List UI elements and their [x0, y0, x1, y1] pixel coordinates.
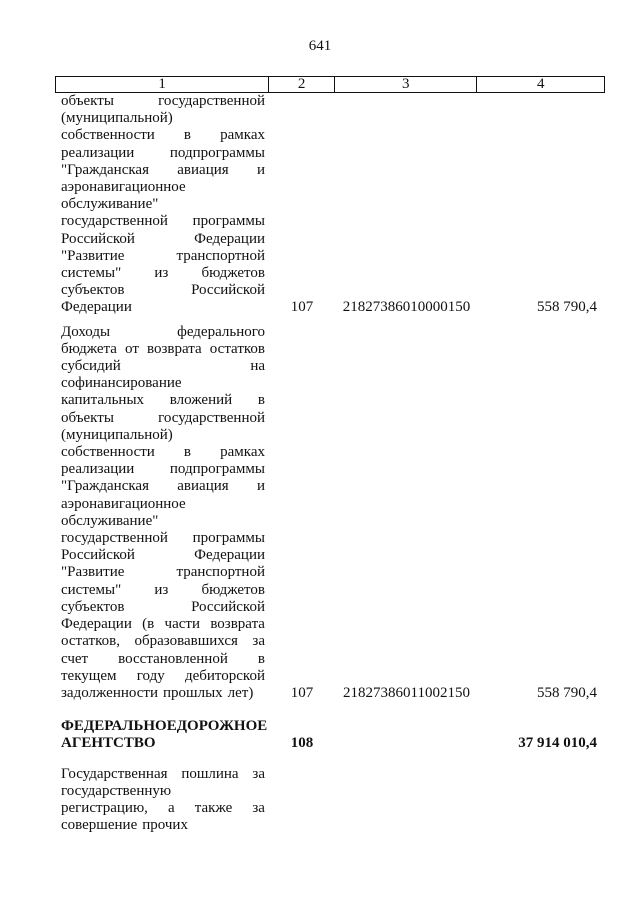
- description-line: "Развитие транспортной: [61, 247, 265, 264]
- description-line: обслуживание": [61, 196, 159, 213]
- column-header-4: 4: [536, 76, 545, 92]
- description-line: Доходы федерального: [61, 323, 265, 340]
- description-line: реализации подпрограммы: [61, 144, 265, 161]
- description-line: системы" из бюджетов: [61, 265, 265, 282]
- row-description: [55, 93, 269, 317]
- description-line: "Гражданская авиация и: [61, 161, 265, 178]
- row-amount: 558 790,4: [537, 299, 597, 316]
- description-line: текущем году дебиторской: [61, 667, 265, 684]
- description-line: капитальных вложений в: [61, 392, 265, 409]
- description-line: "Гражданская авиация и: [61, 478, 265, 495]
- table-row-agency: [55, 718, 605, 752]
- description-line: регистрацию, а также за: [61, 799, 265, 816]
- description-line: остатков, образовавшихся за: [61, 633, 265, 650]
- row-description: [55, 766, 269, 835]
- description-line: счет восстановленной в: [61, 650, 265, 667]
- description-line: ФЕДЕРАЛЬНОЕ ДОРОЖНОЕ: [61, 718, 268, 735]
- row-description: [55, 718, 269, 752]
- table-header-row: [55, 76, 605, 93]
- row-budget-classification-code: 21827386011002150: [343, 684, 470, 701]
- description-line: государственной программы: [61, 213, 265, 230]
- row-code: 107: [290, 684, 314, 701]
- column-header-3: 3: [335, 77, 477, 92]
- table-row: [55, 324, 605, 702]
- description-line: обслуживание": [61, 512, 159, 529]
- description-line: собственности в рамках: [61, 127, 265, 144]
- description-line: объекты государственной: [61, 93, 265, 109]
- description-line: бюджета от возврата остатков: [61, 340, 265, 357]
- description-line: (муниципальной): [61, 426, 173, 443]
- row-code: 107: [290, 299, 314, 316]
- description-line: Российской Федерации: [61, 230, 265, 247]
- description-line: системы" из бюджетов: [61, 581, 265, 598]
- description-line: аэронавигационное: [61, 179, 186, 196]
- column-header-1: 1: [56, 77, 269, 92]
- description-line: Федерации: [61, 299, 132, 316]
- description-line: софинансирование: [61, 375, 182, 392]
- row-amount: 558 790,4: [537, 684, 597, 701]
- description-line: (муниципальной): [61, 110, 173, 127]
- table-row: [55, 766, 605, 835]
- description-line: субъектов Российской: [61, 598, 265, 615]
- description-line: субъектов Российской: [61, 282, 265, 299]
- table-row: [55, 93, 605, 317]
- row-budget-classification-code: 21827386010000150: [342, 299, 471, 316]
- description-line: Российской Федерации: [61, 547, 265, 564]
- description-line: субсидий на: [61, 358, 265, 375]
- column-header-2: 2: [269, 77, 335, 92]
- description-line: государственной программы: [61, 530, 265, 547]
- page-number: 641: [308, 38, 332, 54]
- revenue-table: [55, 76, 605, 834]
- row-description: [55, 324, 269, 702]
- description-line: аэронавигационное: [61, 495, 186, 512]
- row-amount: 37 914 010,4: [518, 735, 597, 752]
- description-line: объекты государственной: [61, 409, 265, 426]
- description-line: задолженности прошлых лет): [61, 684, 254, 701]
- row-code: 108: [290, 735, 314, 752]
- description-line: "Развитие транспортной: [61, 564, 265, 581]
- description-line: собственности в рамках: [61, 444, 265, 461]
- description-line: реализации подпрограммы: [61, 461, 265, 478]
- description-line: АГЕНТСТВО: [61, 735, 156, 752]
- description-line: Федерации (в части возврата: [61, 616, 265, 633]
- description-line: совершение прочих: [61, 817, 188, 834]
- description-line: государственную: [61, 782, 172, 799]
- description-line: Государственная пошлина за: [61, 765, 265, 782]
